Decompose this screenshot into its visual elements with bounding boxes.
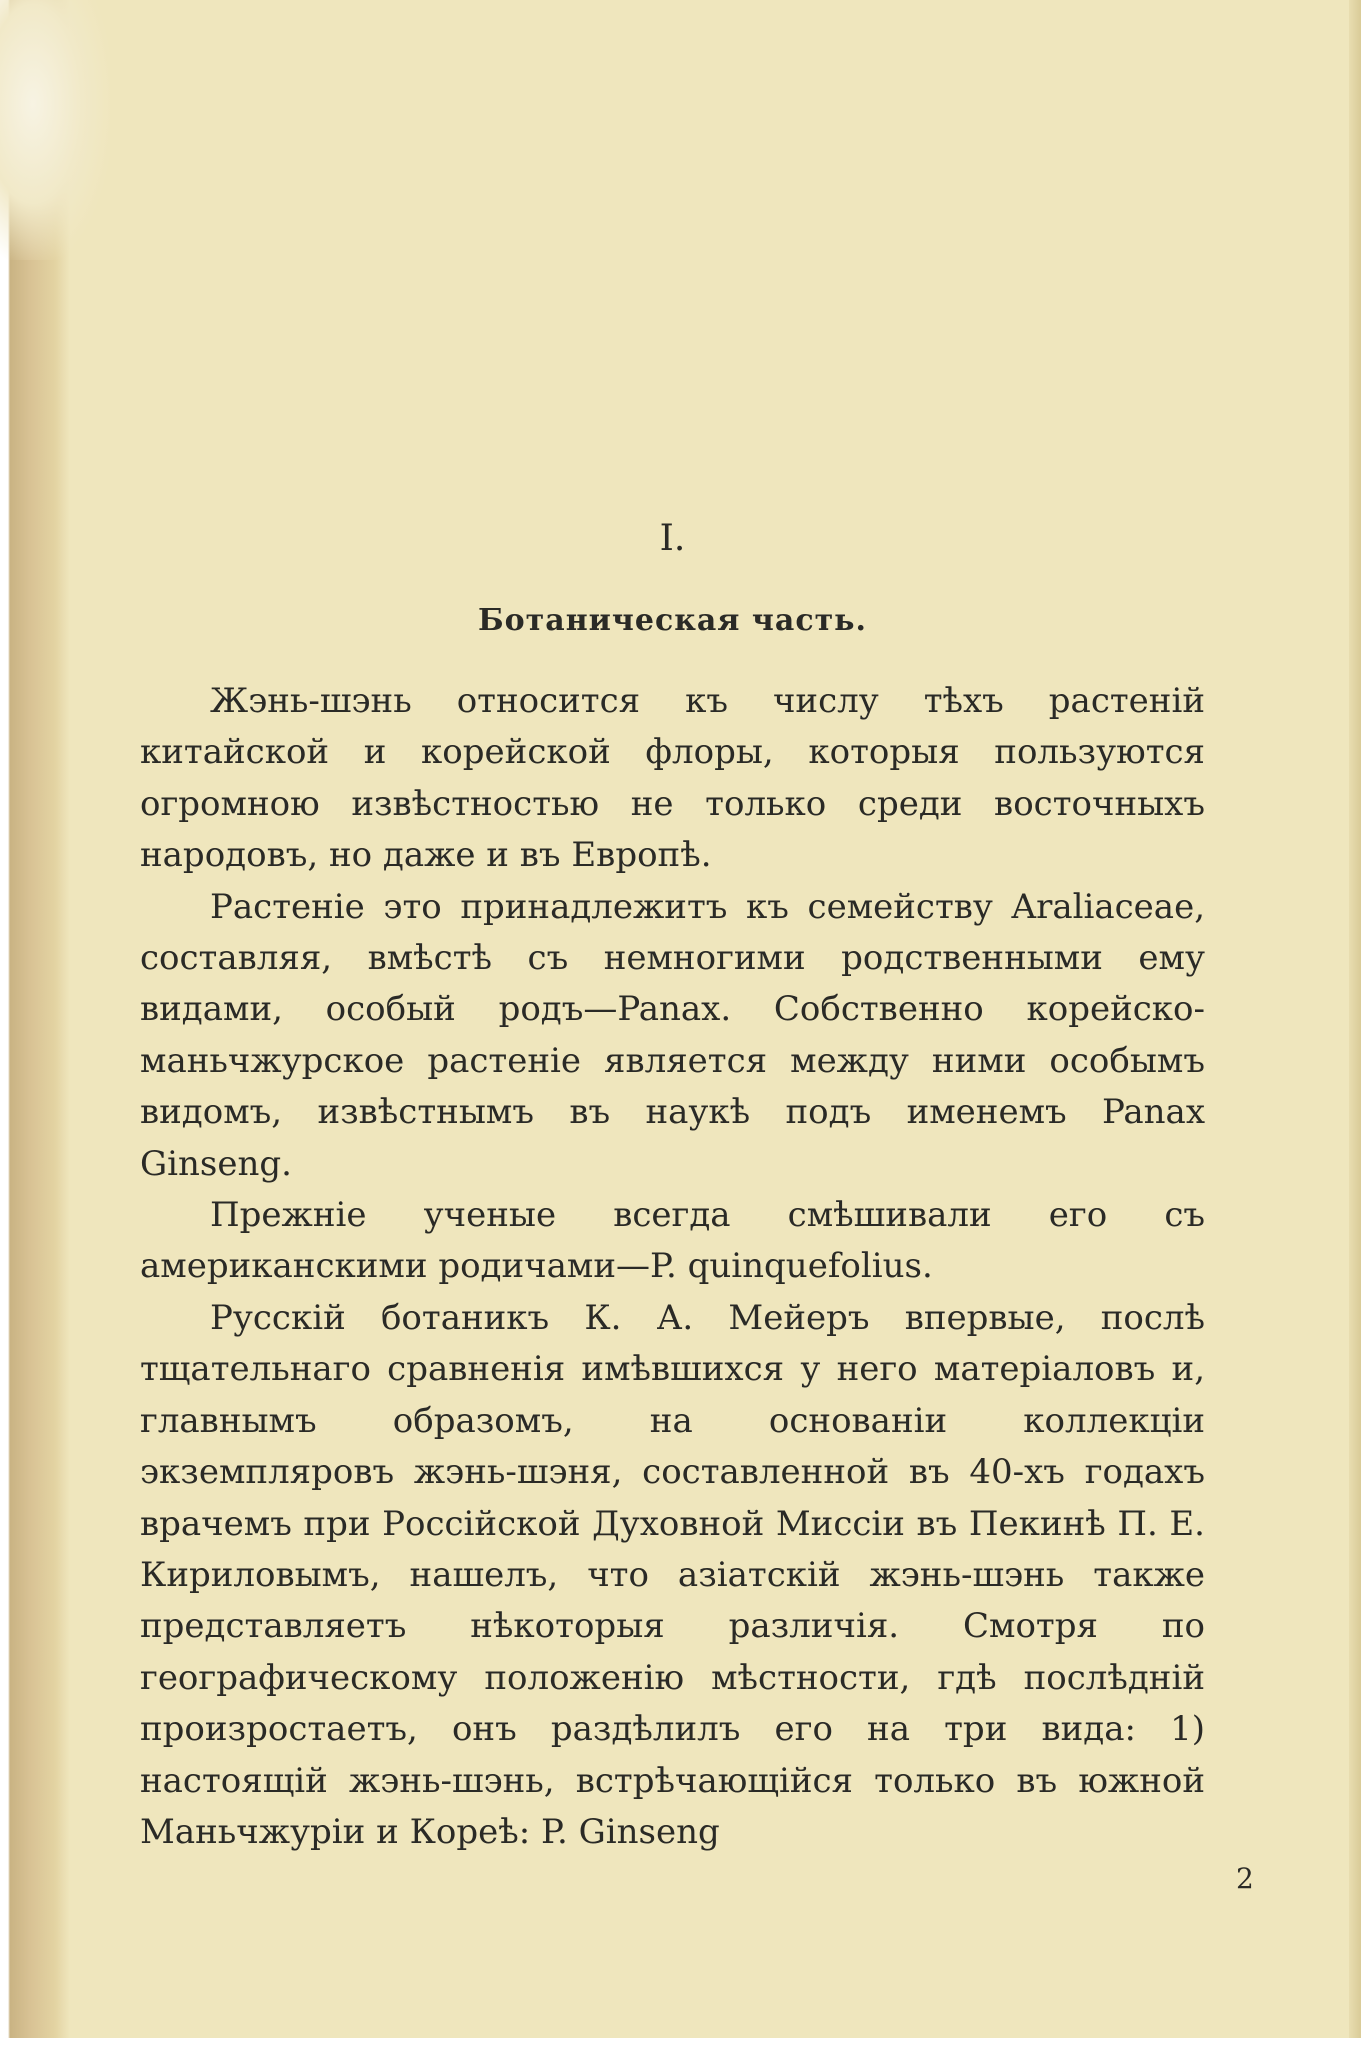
page-bottom-edge — [0, 2038, 1361, 2050]
body-text — [140, 676, 1205, 1858]
page-worn-corner — [0, 0, 110, 260]
paragraph-4: Русскiй ботаникъ К. А. Мейеръ впервые, послѣ тщательнаго сравненiя имѣвшихся у него матерiаловъ и, главнымъ образомъ, на основанiи коллекцiи экземпляровъ жэнь-шэня, составленной въ 40-хъ годахъ врачемъ при Россiйской Духовной Миссiи въ Пекинѣ П. Е. Кириловымъ, нашелъ, что азiатскiй жэнь-шэнь также представляетъ нѣкоторыя различiя. Смотря по географическому положенiю мѣстности, гдѣ послѣднiй произростаетъ, онъ раздѣлилъ его на три вида: 1) настоящiй жэнь-шэнь, встрѣчающiйся только въ южной Маньчжурiи и Кореѣ: P. Ginseng — [140, 1297, 1205, 1852]
section-title: Ботаническая часть. — [478, 603, 867, 638]
section-number: I. — [659, 518, 686, 559]
page-binding-edge — [0, 0, 70, 2050]
paragraph-2: Растенiе это принадлежитъ къ семейству Araliaceae, составляя, вмѣстѣ съ немногими родственными ему видами, особый родъ—Panax. Собственно корейско-маньчжурское растенiе является между ними особымъ видомъ, извѣстнымъ въ наукѣ подъ именемъ Panax Ginseng. — [140, 886, 1205, 1184]
page-number: 2 — [1236, 1862, 1254, 1895]
paragraph-1: Жэнь-шэнь относится къ числу тѣхъ растенiй китайской и корейской флоры, которыя пользуются огромною извѣстностью не только среди восточныхъ народовъ, но даже и въ Европѣ. — [140, 681, 1205, 876]
paragraph-3: Прежнiе ученые всегда смѣшивали его съ американскими родичами—P. quinquefolius. — [140, 1195, 1205, 1287]
page-right-edge — [1349, 0, 1361, 2050]
